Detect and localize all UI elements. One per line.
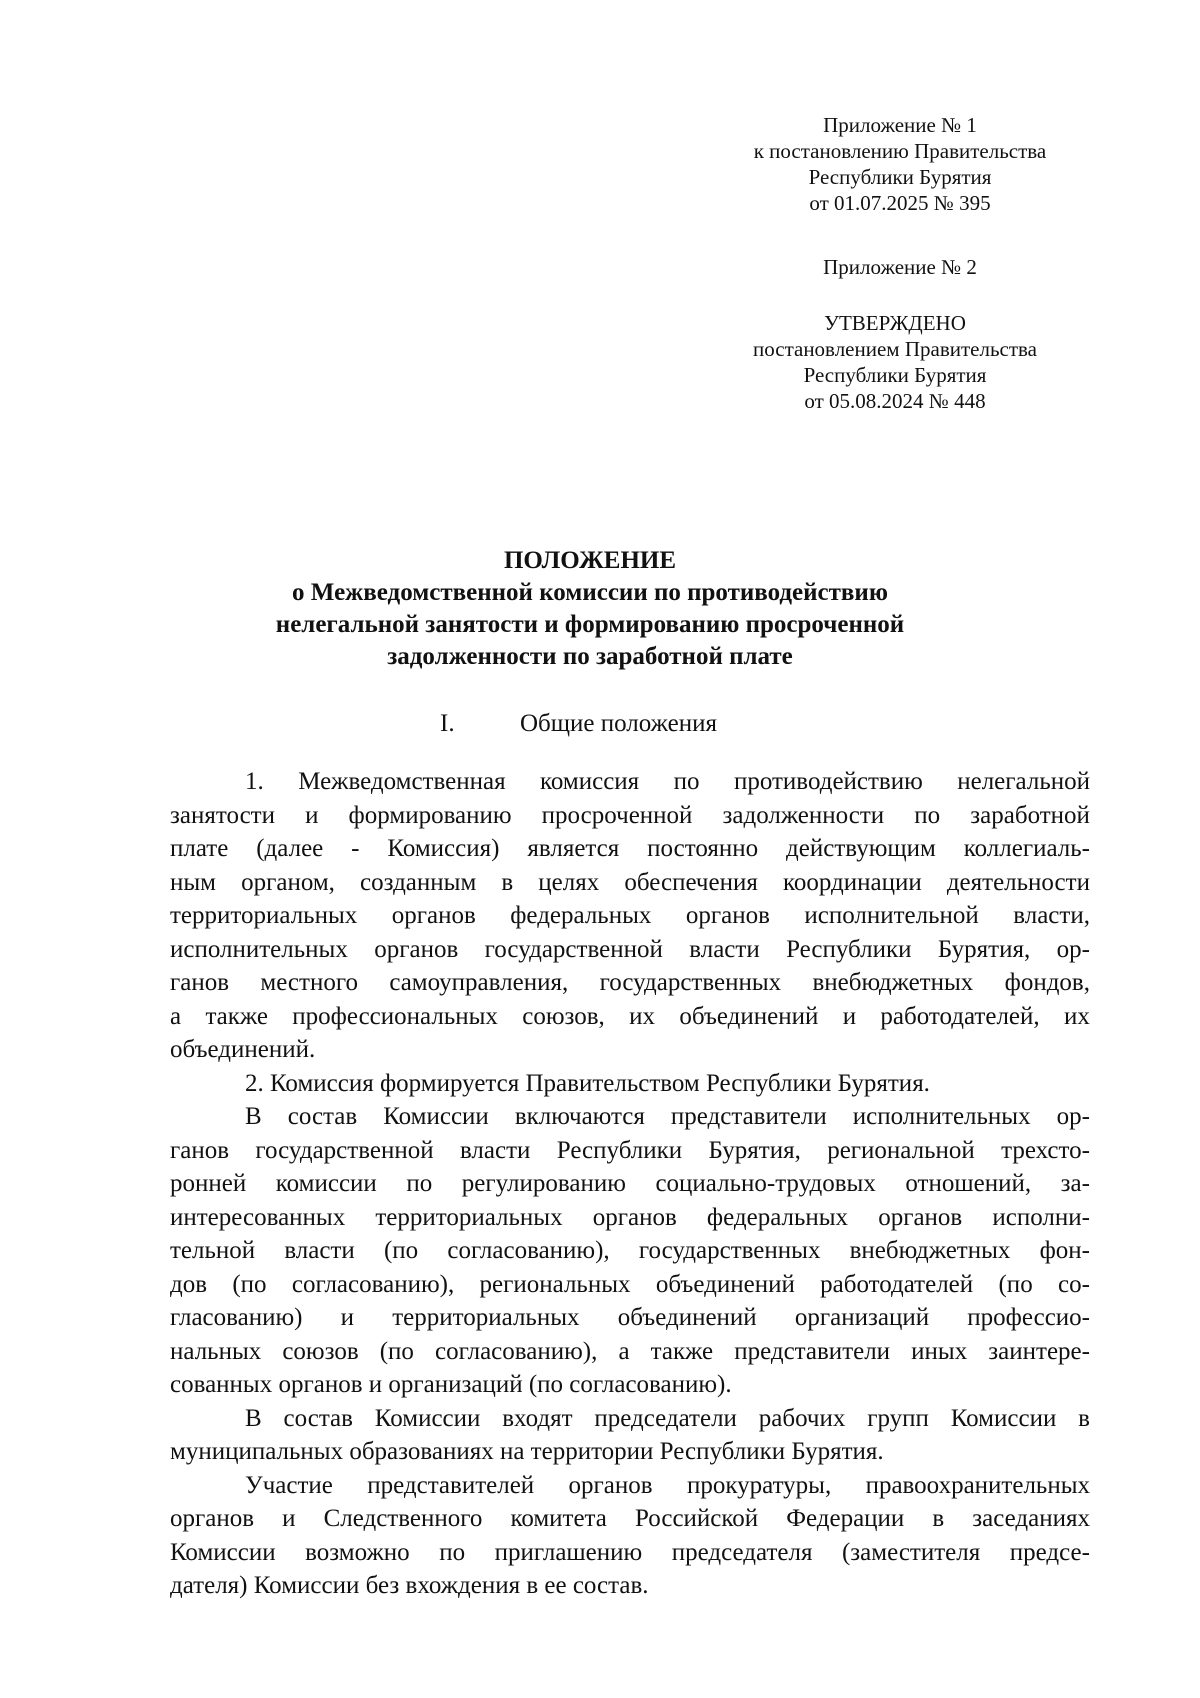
word: по — [439, 1538, 466, 1566]
title-line: о Межведомственной комиссии по противодействию — [292, 579, 888, 606]
word: обеспечения — [624, 868, 758, 896]
word: а — [170, 1002, 182, 1030]
word: является — [527, 835, 620, 862]
word: исполнительных — [852, 1103, 1031, 1130]
word: плате — [170, 835, 229, 862]
word: созданным — [360, 868, 477, 896]
word: в — [1078, 1404, 1090, 1432]
word: представителей — [367, 1471, 535, 1499]
word: Бурятия, — [937, 935, 1031, 963]
word: нальных — [170, 1337, 262, 1365]
word: по — [406, 1170, 433, 1197]
section-heading — [440, 708, 717, 740]
paragraph-line — [170, 1402, 1090, 1436]
word: профессио- — [967, 1304, 1090, 1331]
word: рабочих — [758, 1404, 846, 1432]
word: самоуправления, — [389, 969, 569, 996]
word: трехсто- — [1001, 1136, 1090, 1164]
paragraph — [170, 1100, 1090, 1402]
paragraph-line — [170, 1234, 1090, 1268]
word: органов — [374, 935, 459, 963]
word: - — [351, 835, 360, 862]
paragraph — [170, 1402, 1090, 1469]
word: и — [842, 1002, 857, 1030]
word: председатели — [594, 1404, 737, 1432]
word: власти — [284, 1237, 355, 1264]
word: (по — [232, 1270, 267, 1298]
word: (по — [379, 1337, 414, 1365]
paragraph-line — [170, 1268, 1090, 1302]
word: В — [245, 1103, 262, 1130]
title-line: ПОЛОЖЕНИЕ — [503, 547, 677, 574]
word: органов — [391, 902, 476, 929]
word: тельной — [170, 1237, 256, 1264]
word: органов — [592, 1203, 677, 1231]
word: представители — [734, 1337, 891, 1365]
word: их — [1064, 1002, 1090, 1030]
paragraph-line — [170, 1502, 1090, 1536]
word: профессиональных — [292, 1002, 498, 1030]
word: целях — [538, 868, 600, 896]
word: председателя — [671, 1538, 813, 1566]
word: внебюджетных — [812, 969, 974, 996]
word: местного — [260, 969, 358, 996]
word: также — [205, 1002, 268, 1030]
word: Комиссии — [170, 1538, 276, 1566]
word: а — [618, 1337, 630, 1365]
paragraph-line — [170, 899, 1090, 933]
word: и — [282, 1505, 296, 1532]
approval-line: постановлением Правительства — [752, 337, 1037, 361]
word: согласованию), — [435, 1337, 598, 1365]
word: работодателей, — [880, 1002, 1040, 1030]
word: внебюджетных — [849, 1237, 1011, 1264]
word: В — [245, 1404, 262, 1432]
attachment-1-line: к постановлению Правительства — [753, 139, 1047, 163]
approval-line: Республики Бурятия — [803, 363, 987, 387]
word: ор- — [1056, 1103, 1090, 1130]
word: заседаниях — [972, 1505, 1090, 1532]
document-body — [170, 765, 1090, 1603]
word: занятости — [170, 801, 275, 829]
section-name: Общие положения — [520, 710, 717, 737]
word: Комиссии — [950, 1404, 1057, 1432]
paragraph — [170, 1067, 1090, 1101]
word: в — [501, 868, 514, 896]
word: включаются — [514, 1103, 645, 1130]
word: заработной — [970, 801, 1090, 829]
word: объединений — [617, 1304, 757, 1331]
paragraph-line — [170, 1134, 1090, 1168]
word: органом, — [241, 868, 335, 896]
word: за- — [1060, 1170, 1090, 1197]
word: союзов, — [522, 1002, 605, 1030]
word: предсе- — [1009, 1538, 1090, 1566]
paragraph-line — [170, 933, 1090, 967]
word: власти, — [1013, 902, 1090, 929]
word: ным — [170, 868, 216, 896]
word: Бурятия, — [708, 1136, 801, 1164]
word: представители — [670, 1103, 827, 1130]
word: просроченной — [541, 801, 693, 829]
paragraph-line — [170, 1469, 1090, 1503]
word: комиссии — [275, 1170, 377, 1197]
word: регулированию — [461, 1170, 626, 1197]
word: постоянно — [647, 835, 759, 862]
word: Республики — [556, 1136, 683, 1164]
paragraph-line — [170, 1167, 1090, 1201]
word: органов — [878, 1203, 963, 1231]
word: и — [340, 1304, 355, 1331]
word: задолженности — [722, 801, 885, 829]
word: ронней — [170, 1170, 247, 1197]
paragraph-line — [170, 1201, 1090, 1235]
word: органов — [170, 1505, 255, 1532]
word: в — [932, 1505, 945, 1532]
word: координации — [782, 868, 922, 896]
word: исполни- — [992, 1203, 1090, 1231]
word: 1. — [245, 768, 264, 795]
word: приглашению — [494, 1538, 643, 1566]
word: также — [650, 1337, 714, 1365]
word: отношений, — [905, 1170, 1032, 1197]
word: исполнительной — [804, 902, 979, 929]
title-line: нелегальной занятости и формированию просроченной — [275, 611, 905, 638]
word: действующим — [786, 835, 936, 862]
word: исполнительных — [170, 935, 348, 963]
word: дов — [170, 1270, 208, 1298]
approval-stamp — [730, 310, 1060, 414]
word: (заместителя — [841, 1538, 981, 1566]
word: их — [629, 1002, 656, 1030]
paragraph-line — [170, 765, 1090, 799]
word: и — [305, 801, 319, 829]
word: ор- — [1056, 935, 1090, 963]
word: федеральных — [510, 902, 652, 929]
attachment-1-line: Республики Бурятия — [808, 165, 992, 189]
word: (далее — [256, 835, 324, 862]
word: региональных — [479, 1270, 631, 1298]
attachment-2-header — [800, 254, 1000, 280]
attachment-2-label: Приложение № 2 — [823, 255, 977, 279]
paragraph-line — [170, 866, 1090, 900]
paragraph-line — [170, 1301, 1090, 1335]
word: (по — [383, 1237, 419, 1264]
word: территориальных — [170, 902, 358, 929]
word: по — [673, 768, 700, 795]
paragraph-line: 2. Комиссия формируется Правительством Республики Бурятия. — [245, 1069, 930, 1097]
word: (по — [998, 1270, 1033, 1298]
word: возможно — [305, 1538, 410, 1566]
word: Межведомственная — [298, 768, 506, 795]
word: федеральных — [706, 1203, 849, 1231]
word: нелегальной — [957, 768, 1090, 795]
paragraph-line — [170, 832, 1090, 866]
approval-line: от 05.08.2024 № 448 — [804, 389, 986, 413]
paragraph — [170, 1469, 1090, 1603]
word: состав — [283, 1404, 353, 1432]
word: правоохранительных — [865, 1471, 1090, 1499]
word: государственной — [484, 935, 663, 963]
word: территориальных — [392, 1304, 580, 1331]
paragraph-line — [170, 1335, 1090, 1369]
word: заинтере- — [988, 1337, 1090, 1365]
word: ганов — [170, 969, 230, 996]
word: объединений — [679, 1002, 819, 1030]
word: организаций — [794, 1304, 930, 1331]
word: фондов, — [1004, 969, 1090, 996]
word: социально-трудовых — [655, 1170, 876, 1197]
word: согласованию), — [291, 1270, 455, 1298]
paragraph-line: объединений. — [170, 1036, 316, 1063]
word: прокуратуры, — [686, 1471, 832, 1499]
word: Федерации — [786, 1505, 905, 1532]
word: формированию — [348, 801, 512, 829]
paragraph-line: муниципальных образованиях на территории Республики Бурятия. — [170, 1438, 884, 1465]
word: гласованию) — [170, 1304, 303, 1331]
paragraph-line — [170, 966, 1090, 1000]
word: иных — [911, 1337, 968, 1365]
word: противодействию — [733, 768, 923, 795]
word: союзов — [282, 1337, 359, 1365]
paragraph — [170, 765, 1090, 1067]
word: Следственного — [323, 1505, 483, 1532]
word: ганов — [170, 1136, 230, 1164]
word: территориальных — [375, 1203, 563, 1231]
word: комиссия — [540, 768, 640, 795]
attachment-1-header — [720, 112, 1080, 216]
title-line: задолженности по заработной плате — [387, 643, 793, 670]
paragraph-line — [170, 799, 1090, 833]
word: объединений — [655, 1270, 795, 1298]
word: региональной — [827, 1136, 975, 1164]
word: состав — [287, 1103, 358, 1130]
word: входят — [502, 1404, 573, 1432]
paragraph-line: сованных органов и организаций (по согласованию). — [170, 1371, 732, 1398]
word: Комиссия) — [387, 835, 500, 862]
word: деятельности — [946, 868, 1090, 896]
word: власти — [459, 1136, 531, 1164]
word: Комиссии — [374, 1404, 481, 1432]
attachment-1-line: Приложение № 1 — [823, 113, 977, 137]
word: государственных — [638, 1237, 821, 1264]
paragraph-line — [170, 1000, 1090, 1034]
section-number: I. — [440, 710, 455, 737]
word: власти — [689, 935, 760, 963]
word: Участие — [245, 1471, 333, 1499]
word: групп — [867, 1404, 929, 1432]
document-title — [170, 545, 1010, 673]
word: фон- — [1039, 1237, 1090, 1264]
word: комитета — [510, 1505, 607, 1532]
word: органов — [685, 902, 770, 929]
paragraph-line: дателя) Комиссии без вхождения в ее состав. — [170, 1572, 649, 1599]
paragraph-line — [170, 1100, 1090, 1134]
word: Российской — [634, 1505, 759, 1532]
word: коллегиаль- — [963, 835, 1090, 862]
word: интересованных — [170, 1203, 346, 1231]
word: Комиссии — [383, 1103, 489, 1130]
word: государственных — [599, 969, 782, 996]
approval-line: УТВЕРЖДЕНО — [824, 311, 966, 335]
word: работодателей — [820, 1270, 974, 1298]
word: по — [914, 801, 941, 829]
word: Республики — [786, 935, 912, 963]
word: со- — [1058, 1270, 1090, 1298]
word: согласованию), — [447, 1237, 610, 1264]
word: органов — [568, 1471, 653, 1499]
paragraph-line — [170, 1536, 1090, 1570]
attachment-1-line: от 01.07.2025 № 395 — [809, 191, 991, 215]
word: государственной — [255, 1136, 434, 1164]
